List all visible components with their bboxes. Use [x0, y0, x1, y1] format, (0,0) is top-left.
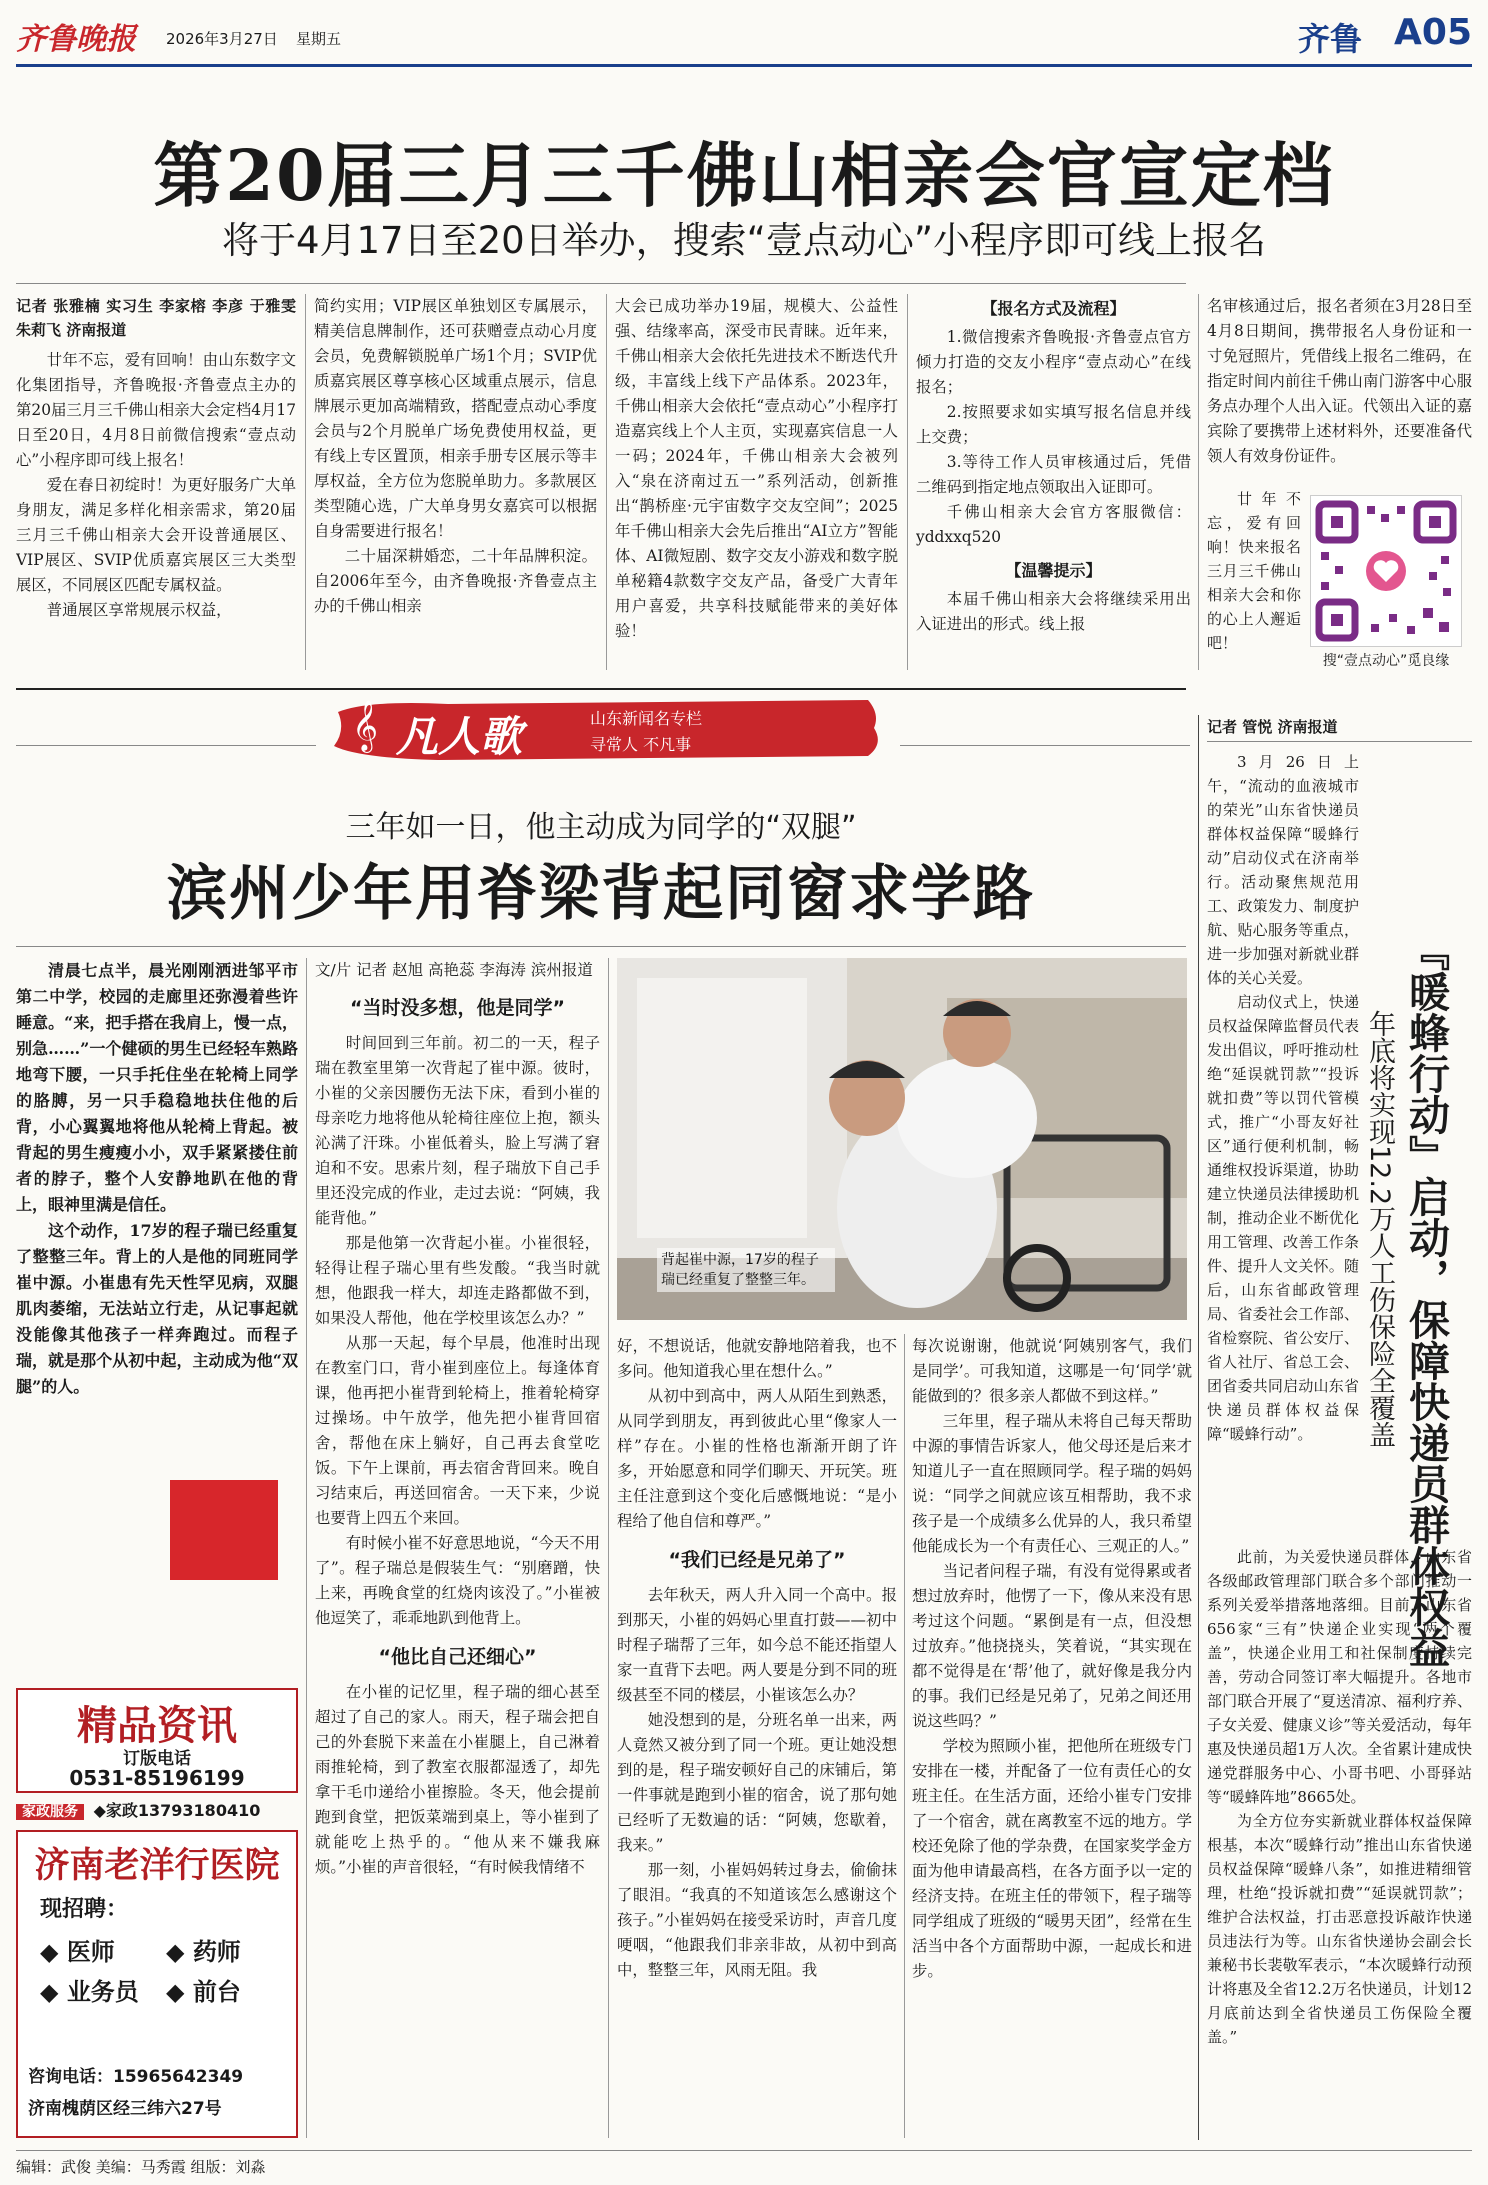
ad-box-hospital [16, 1830, 298, 2138]
qr-side-text: 廿年不忘，爱有回响！快来报名三月三千佛山相亲大会和你的心上人邂逅吧！ [1207, 490, 1301, 652]
paragraph: 本届千佛山相亲大会将继续采用出入证进出的形式。线上报 [916, 590, 1191, 633]
ad1-title: 精品资讯 [77, 1702, 237, 1749]
paragraph: 名审核通过后，报名者须在3月28日至4月8日期间，携带报名人身份证和一寸免冠照片，凭借线上报名二维码，在指定时间内前往千佛山南门游客中心服务点办理个人出入证。代领出入证的嘉宾除了要携带上述材料外，还要准备代领人有效身份证件。 [1207, 297, 1472, 465]
story2-colA [315, 958, 600, 2138]
qr-caption: 搜“壹点动心”觅良缘 [1322, 653, 1450, 669]
story3-col-bottom [1207, 1545, 1472, 2138]
section-name: 齐鲁 [1297, 20, 1362, 58]
story1-col4 [916, 296, 1191, 674]
qr-code [1310, 495, 1462, 647]
paragraph: 她没想到的是，分班名单一出来，两人竟然又被分到了同一个班。更让她没想到的是，程子瑞安顿好自己的床铺后，第一件事就是跑到小崔的宿舍，说了那句她已经听了无数遍的话：“阿姨，您歇着，我来。” [617, 1711, 897, 1854]
paragraph: 二十届深耕婚恋，二十年品牌积淀。自2006年至今，由齐鲁晚报·齐鲁壹点主办的千佛山相亲 [314, 547, 597, 615]
signup-heading: 【报名方式及流程】 [981, 299, 1126, 318]
paragraph: 为全方位夯实新就业群体权益保障根基，本次“暖蜂行动”推出山东省快递员权益保障“暖蜂八条”，如推进精细管理，杜绝“投诉就扣费”“延误就罚款”；维护合法权益，打击恶意投诉敲诈快递员违法行为等。山东省快递协会副会长兼秘书长裴敬军表示，“本次暖蜂行动预计将惠及全省12.2万名快递员，计划12月底前达到全省快递员工伤保险全覆盖。” [1207, 1812, 1472, 2046]
paragraph: 有时候小崔不好意思地说，“今天不用了”。程子瑞总是假装生气：“别磨蹭，快上来，再晚食堂的红烧肉该没了。”小崔被他逗笑了，乖乖地趴到他背上。 [315, 1534, 600, 1627]
paragraph: 从那一天起，每个早晨，他准时出现在教室门口，背小崔到座位上。每逢体育课，他再把小崔背到轮椅上，推着轮椅穿过操场。中午放学，他先把小崔背回宿舍，帮他在床上躺好，自己再去食堂吃饭。下午上课前，再去宿舍背回来。晚自习结束后，再送回宿舍。一天下来，少说也要背上四五个来回。 [315, 1334, 600, 1527]
paragraph: 那是他第一次背起小崔。小崔很轻，轻得让程子瑞心里有些发酸。“我当时就想，他跟我一样大，却连走路都做不到，如果没人帮他，他在学校里该怎么办？” [315, 1234, 600, 1327]
paragraph: 时间回到三年前。初二的一天，程子瑞在教室里第一次背起了崔中源。彼时，小崔的父亲因腰伤无法下床，看到小崔的母亲吃力地将他从轮椅往座位上抱，额头沁满了汗珠。小崔低着头，脸上写满了窘迫和不安。思索片刻，程子瑞放下自己手里还没完成的作业，走过去说：“阿姨，我能背他。” [315, 1034, 600, 1227]
ad3-address: 济南槐荫区经三纬六27号 [28, 2099, 222, 2119]
paragraph: 学校为照顾小崔，把他所在班级专门安排在一楼，并配备了一位有责任心的女班主任。在生活方面，还给小崔专门安排了一个宿舍，就在离教室不远的地方。学校还免除了他的学杂费，在国家奖学金方面为他申请最高档，在各方面予以一定的经济支持。在班主任的带领下，程子瑞等同学组成了班级的“暖男天团”，经常在生活当中各个方面帮助中源，一起成长和进步。 [912, 1737, 1192, 1980]
story1-col1 [16, 294, 296, 672]
paragraph: 简约实用；VIP展区单独划区专属展示，精美信息牌制作，还可获赠壹点动心月度会员，免费解锁脱单广场1个月；SVIP优质嘉宾展区尊享核心区域重点展示，信息牌展示更加高端精致，搭配壹点动心季度会员与2个月脱单广场免费使用权益，更有线上专区置顶，相亲手册专区展示等丰厚权益，全方位为您脱单助力。多款展区类型随心选，广大单身男女嘉宾可以根据自身需要进行报名！ [314, 297, 597, 540]
column-divider [1198, 715, 1199, 2140]
paragraph: 此前，为关爱快递员群体，山东省各级邮政管理部门联合多个部门推动一系列关爱举措落地落细。目前，山东省656家“三有”快递企业实现“两个覆盖”，快递企业用工和社保制度持续完善，劳动合同签订率大幅提升。各地市部门联合开展了“夏送清凉、福利疗养、子女关爱、健康义诊”等关爱活动，每年惠及快递员超1万人次。全省累计建成快递党群服务中心、小哥书吧、小哥驿站等“暖蜂阵地”8665处。 [1207, 1548, 1472, 1806]
ad3-recruit: 现招聘： [40, 1897, 129, 1922]
masthead [16, 8, 1472, 62]
ad1-sub: 订版电话 [123, 1749, 191, 1769]
ad-box-info [16, 1688, 298, 1793]
column-divider [1198, 294, 1199, 670]
column-tag2: 寻常人 不凡事 [590, 735, 692, 754]
story1-col5 [1207, 294, 1472, 484]
story-photo [617, 958, 1187, 1320]
music-clef-icon: 𝄞 [352, 700, 379, 751]
issue-date: 2026年3月27日 [166, 30, 278, 48]
paragraph: 3月26日上午，“流动的血液城市的荣光”山东省快递员群体权益保障“暖蜂行动”启动仪式在济南举行。活动聚焦规范用工、政策发力、制度护航、贴心服务等重点，进一步加强对新就业群体的关心关爱。 [1207, 753, 1359, 987]
paragraph: 三年里，程子瑞从未将自己每天帮助中源的事情告诉家人，他父母还是后来才知道儿子一直在照顾同学。程子瑞的妈妈说：“同学之间就应该互相帮助，我不求孩子是一个成绩多么优异的人，我只希望他能成长为一个有责任心、三观正的人。” [912, 1412, 1192, 1555]
paragraph: 清晨七点半，晨光刚刚洒进邹平市第二中学，校园的走廊里还弥漫着些许睡意。“来，把手搭在我肩上，慢一点，别急……”一个健硕的男生已经轻车熟路地弯下腰，一只手托住坐在轮椅上同学的胳膊，另一只手稳稳地扶住他的后背，小心翼翼地将他从轮椅上背起。被背起的男生瘦瘦小小，双手紧紧搂住前者的脖子，整个人安静地趴在他的背上，眼神里满是信任。 [16, 961, 298, 1214]
ad1-phone: 0531-85196199 [69, 1766, 245, 1790]
banner-rule [900, 745, 1190, 746]
story3-byline: 记者 管悦 济南报道 [1207, 716, 1472, 742]
column-divider [907, 294, 908, 670]
ad3-title: 济南老洋行医院 [34, 1845, 280, 1886]
column-divider [608, 958, 609, 2138]
story1-headline: 第20届三月三千佛山相亲会官宣定档 [153, 134, 1335, 217]
column-divider [306, 958, 307, 2138]
paper-name: 齐鲁晚报 [16, 22, 136, 57]
column-divider [904, 1334, 905, 2138]
column-tag1: 山东新闻名专栏 [590, 709, 703, 728]
paragraph: 从初中到高中，两人从陌生到熟悉，从同学到朋友，再到彼此心里“像家人一样”存在。小崔的性格也渐渐开朗了许多，开始愿意和同学们聊天、开玩笑。班主任注意到这个变化后感慨地说：“是小程给了他自信和尊严。” [617, 1387, 897, 1530]
subhead: “当时没多想，他是同学” [350, 997, 565, 1019]
ad3-job: ◆ 药师 [166, 1938, 241, 1966]
signup-step: 2.按照要求如实填写报名信息并线上交费； [916, 403, 1191, 446]
paragraph: 启动仪式上，快递员权益保障监督员代表发出倡议，呼吁推动杜绝“延误就罚款”“投诉就扣费”等以罚代管模式，推广“小哥友好社区”通行便利机制，畅通维权投诉渠道，协助建立快递员法律援助机制，推动企业不断优化用工管理、改善工作条件、提升人文关怀。随后，山东省邮政管理局、省委社会工作部、省检察院、省公安厅、省人社厅、省总工会、团省委共同启动山东省快递员群体权益保障“暖蜂行动”。 [1207, 993, 1359, 1443]
story1-subhead: 将于4月17日至20日举办，搜索“壹点动心”小程序即可线上报名 [221, 219, 1267, 262]
banner-rule [16, 745, 316, 746]
subhead: “我们已经是兄弟了” [668, 1549, 846, 1571]
ad3-job: ◆ 业务员 [40, 1978, 139, 2006]
story2-headline: 滨州少年用脊梁背起同窗求学路 [167, 859, 1035, 929]
paragraph: 这个动作，17岁的程子瑞已经重复了整整三年。背上的人是他的同班同学崔中源。小崔患有先天性罕见病，双腿肌肉萎缩，无法站立行走，从记事起就没能像其他孩子一样奔跑过。而程子瑞，就是那个从初中起，主动成为他“双腿”的人。 [16, 1221, 298, 1396]
section-rule [16, 688, 1186, 690]
paragraph: 去年秋天，两人升入同一个高中。报到那天，小崔的妈妈心里直打鼓——初中时程子瑞帮了三年，如今总不能还指望人家一直背下去吧。两人要是分到不同的班级甚至不同的楼层，小崔该怎么办？ [617, 1586, 897, 1704]
paragraph: 好，不想说话，他就安静地陪着我，也不多问。他知道我心里在想什么。” [617, 1337, 897, 1380]
subhead: “他比自己还细心” [378, 1646, 537, 1668]
photo-caption: 背起崔中源，17岁的程子瑞已经重复了整整三年。 [657, 1248, 835, 1292]
paragraph: 那一刻，小崔妈妈转过身去，偷偷抹了眼泪。“我真的不知道该怎么感谢这个孩子。”小崔妈妈在接受采访时，声音几度哽咽，“他跟我们非亲非故，从初中到高中，整整三年，风雨无阻。我 [617, 1861, 897, 1979]
signup-step: 3.等待工作人员审核通过后，凭借二维码到指定地点领取出入证即可。 [916, 453, 1191, 496]
masthead-rule [16, 64, 1472, 67]
story1-col3 [615, 294, 898, 672]
footer-rule [16, 2150, 1472, 2151]
footer-credits: 编辑：武俊 美编：马秀霞 组版：刘淼 [16, 2158, 266, 2176]
story1-top-rule [16, 283, 1186, 284]
paragraph: 大会已成功举办19届，规模大、公益性强、结缘率高，深受市民青睐。近年来，千佛山相亲大会依托先进技术不断迭代升级，丰富线上线下产品体系。2023年，千佛山相亲大会依托“壹点动心”小程序打造嘉宾线上个人主页，实现嘉宾信息一人一码；2024年，千佛山相亲大会被列入“泉在济南过五一”系列活动，创新推出“鹊桥座·元宇宙数字交友空间”；2025年千佛山相亲大会先后推出“AI立方”智能体、AI微短剧、数字交友小游戏和数字脱单秘籍4款数字交友产品，备受广大青年用户喜爱，共享科技赋能带来的美好体验！ [615, 297, 898, 640]
story2-kicker: 三年如一日，他主动成为同学的“双腿” [345, 810, 857, 845]
column-divider [606, 294, 607, 670]
tips-heading: 【温馨提示】 [1005, 561, 1102, 580]
ad3-job: ◆ 前台 [166, 1978, 241, 2006]
story3-headline: 『暖蜂行动』启动，保障快递员群体权益 [1402, 930, 1450, 1668]
service-wechat: 千佛山相亲大会官方客服微信：yddxxq520 [916, 503, 1191, 546]
story1-col2 [314, 294, 597, 672]
column-name: 凡人歌 [396, 712, 523, 761]
story3-subhead: 年底将实现12.2万人工伤保险全覆盖 [1364, 1010, 1395, 1449]
paragraph: 在小崔的记忆里，程子瑞的细心甚至超过了自己的家人。雨天，程子瑞会把自己的外套脱下来盖在小崔腿上，自己淋着雨推轮椅，到了教室衣服都湿透了，却先拿干毛巾递给小崔擦脸。冬天，他会提前跑到食堂，把饭菜端到桌上，等小崔到了就能吃上热乎的。“他从来不嫌我麻烦。”小崔的声音很轻，“有时候我情绪不 [315, 1683, 600, 1876]
ad-row-housekeeping [16, 1798, 298, 1824]
story1-byline: 记者 张雅楠 实习生 李家榕 李彦 于雅雯 朱莉飞 济南报道 [16, 297, 296, 339]
column-divider [305, 294, 306, 670]
paragraph: 普通展区享常规展示权益， [46, 601, 232, 619]
ad2-text: ◆家政13793180410 [93, 1801, 261, 1820]
ad3-phone: 咨询电话：15965642349 [28, 2067, 244, 2087]
story2-colB [617, 1334, 897, 2138]
ad2-tag: 家政服务 [16, 1804, 84, 1820]
story2-colC [912, 1334, 1192, 2138]
paragraph: 每次说谢谢，他就说‘阿姨别客气，我们是同学’。可我知道，这哪是一句‘同学’就能做到的？很多亲人都做不到这样。” [912, 1337, 1192, 1405]
column-banner [328, 694, 888, 764]
signup-step: 1.微信搜索齐鲁晚报·齐鲁壹点官方倾力打造的交友小程序“壹点动心”在线报名； [916, 328, 1191, 396]
ad3-job: ◆ 医师 [40, 1938, 115, 1966]
paragraph: 爱在春日初绽时！为更好服务广大单身朋友，满足多样化相亲需求，第20届三月三千佛山相亲大会开设普通展区、VIP展区、SVIP优质嘉宾展区三大类型展区，不同展区匹配专属权益。 [16, 476, 296, 594]
story2-byline: 文/片 记者 赵旭 高艳蕊 李海涛 滨州报道 [315, 961, 593, 979]
paragraph: 廿年不忘，爱有回响！由山东数字文化集团指导，齐鲁晚报·齐鲁壹点主办的第20届三月三千佛山相亲大会定档4月17日至20日，4月8日前微信搜索“壹点动心”小程序即可线上报名！ [16, 351, 296, 469]
story2-rule [16, 946, 1186, 947]
story3-col [1207, 750, 1359, 1540]
issue-weekday: 星期五 [296, 30, 342, 48]
red-block [170, 1480, 278, 1580]
paragraph: 当记者问程子瑞，有没有觉得累或者想过放弃时，他愣了一下，像从来没有思考过这个问题。“累倒是有一点，但没想过放弃。”他挠挠头，笑着说，“其实现在都不觉得是在‘帮’他了，就好像是我分内的事。我们已经是兄弟了，兄弟之间还用说这些吗？” [912, 1562, 1192, 1730]
page-number: A05 [1394, 12, 1472, 53]
